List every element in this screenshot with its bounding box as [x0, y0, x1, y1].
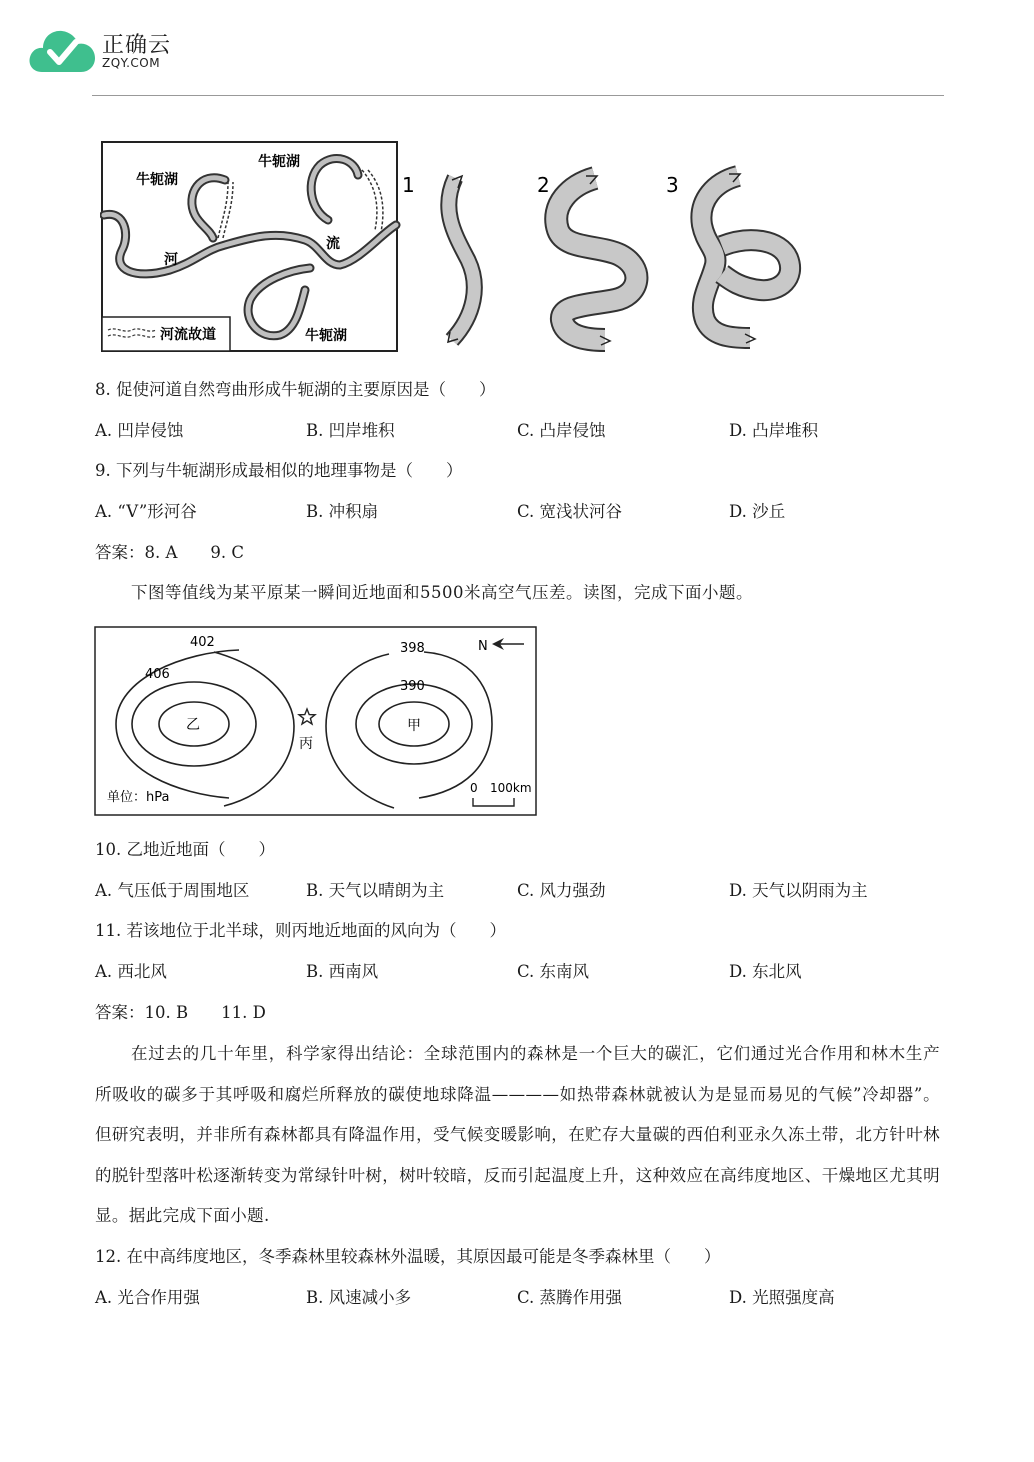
- cloud-check-icon: [28, 24, 98, 74]
- north-label: N: [478, 639, 488, 654]
- isobar-label-390: 390: [400, 679, 425, 694]
- question-10-option-c: C. 风力强劲: [517, 881, 606, 900]
- question-9-option-b: B. 冲积扇: [306, 502, 379, 521]
- question-9-option-d: D. 沙丘: [729, 502, 786, 521]
- isobar-label-398: 398: [400, 641, 425, 656]
- question-11-option-c: C. 东南风: [517, 962, 590, 981]
- question-12-option-b: B. 风速减小多: [306, 1288, 412, 1307]
- place-label-yi: 乙: [186, 717, 200, 733]
- map-label-oxbow-3: 牛轭湖: [305, 328, 347, 344]
- question-8-option-d: D. 凸岸堆积: [729, 421, 819, 440]
- map-label-oxbow-1: 牛轭湖: [136, 172, 178, 188]
- figure-2-intro: 下图等值线为某平原某一瞬间近地面和5500米高空气压差。读图，完成下面小题。: [131, 583, 753, 602]
- brand-logo: [28, 20, 208, 80]
- isobar-label-406: 406: [145, 667, 170, 682]
- scale-label-zero: 0: [470, 781, 478, 795]
- place-label-jia: 甲: [407, 718, 421, 734]
- reading-passage: 在过去的几十年里，科学家得出结论：全球范围内的森林是一个巨大的碳汇，它们通过光合作用和林木生产所吸收的碳多于其呼吸和腐烂所释放的碳使地球降温————如热带森林就被认为是显而易见的气候”冷却器”。但研究表明，并非所有森林都具有降温作用，受气候变暖影响，在贮存大量碳的西伯利亚永久冻土带，北方针叶林的脱针型落叶松逐渐转变为常绿针叶树，树叶较暗，反而引起温度上升，这种效应在高纬度地区、干燥地区尤其明显。据此完成下面小题.: [95, 1044, 940, 1225]
- question-11-option-b: B. 西南风: [306, 962, 379, 981]
- map-label-river-2: 流: [326, 236, 340, 252]
- question-12-option-c: C. 蒸腾作用强: [517, 1288, 623, 1307]
- stage-label-2: 2: [537, 173, 550, 197]
- stage-label-1: 1: [402, 173, 415, 197]
- brand-name: 正确云: [102, 33, 172, 58]
- question-10-option-a: A. 气压低于周围地区: [95, 881, 250, 900]
- question-8-option-b: B. 凹岸堆积: [306, 421, 395, 440]
- question-9-option-a: A. “V”形河谷: [95, 502, 197, 521]
- question-8-option-a: A. 凹岸侵蚀: [95, 421, 184, 440]
- unit-label: 单位：hPa: [107, 790, 170, 805]
- question-11: 11. 若该地位于北半球，则丙地近地面的风向为（ ）: [95, 921, 506, 940]
- answer-8-9: 答案：8. A 9. C: [95, 543, 245, 562]
- map-label-oxbow-2: 牛轭湖: [258, 154, 300, 170]
- answer-10-11: 答案：10. B 11. D: [95, 1003, 266, 1022]
- question-12: 12. 在中高纬度地区，冬季森林里较森林外温暖，其原因最可能是冬季森林里（ ）: [95, 1247, 721, 1266]
- question-10-option-d: D. 天气以阴雨为主: [729, 881, 868, 900]
- question-10-option-b: B. 天气以晴朗为主: [306, 881, 445, 900]
- question-8-option-c: C. 凸岸侵蚀: [517, 421, 606, 440]
- question-12-option-a: A. 光合作用强: [95, 1288, 200, 1307]
- question-11-option-a: A. 西北风: [95, 962, 167, 981]
- question-12-option-d: D. 光照强度高: [729, 1288, 835, 1307]
- isobar-label-402: 402: [190, 635, 215, 650]
- question-10: 10. 乙地近地面（ ）: [95, 840, 275, 859]
- question-9: 9. 下列与牛轭湖形成最相似的地理事物是（ ）: [95, 461, 463, 480]
- header-divider: [92, 95, 944, 96]
- oxbow-lake-figure: [100, 140, 820, 355]
- place-label-bing: 丙: [299, 736, 313, 752]
- scale-label-distance: 100km: [490, 781, 532, 795]
- legend-label: 河流故道: [160, 327, 216, 343]
- question-8: 8. 促使河道自然弯曲形成牛轭湖的主要原因是（ ）: [95, 380, 496, 399]
- map-label-river-1: 河: [164, 252, 178, 268]
- stage-label-3: 3: [666, 173, 679, 197]
- question-11-option-d: D. 东北风: [729, 962, 802, 981]
- brand-domain: ZQY.COM: [102, 56, 161, 70]
- isobar-figure: [94, 626, 537, 816]
- question-9-option-c: C. 宽浅状河谷: [517, 502, 623, 521]
